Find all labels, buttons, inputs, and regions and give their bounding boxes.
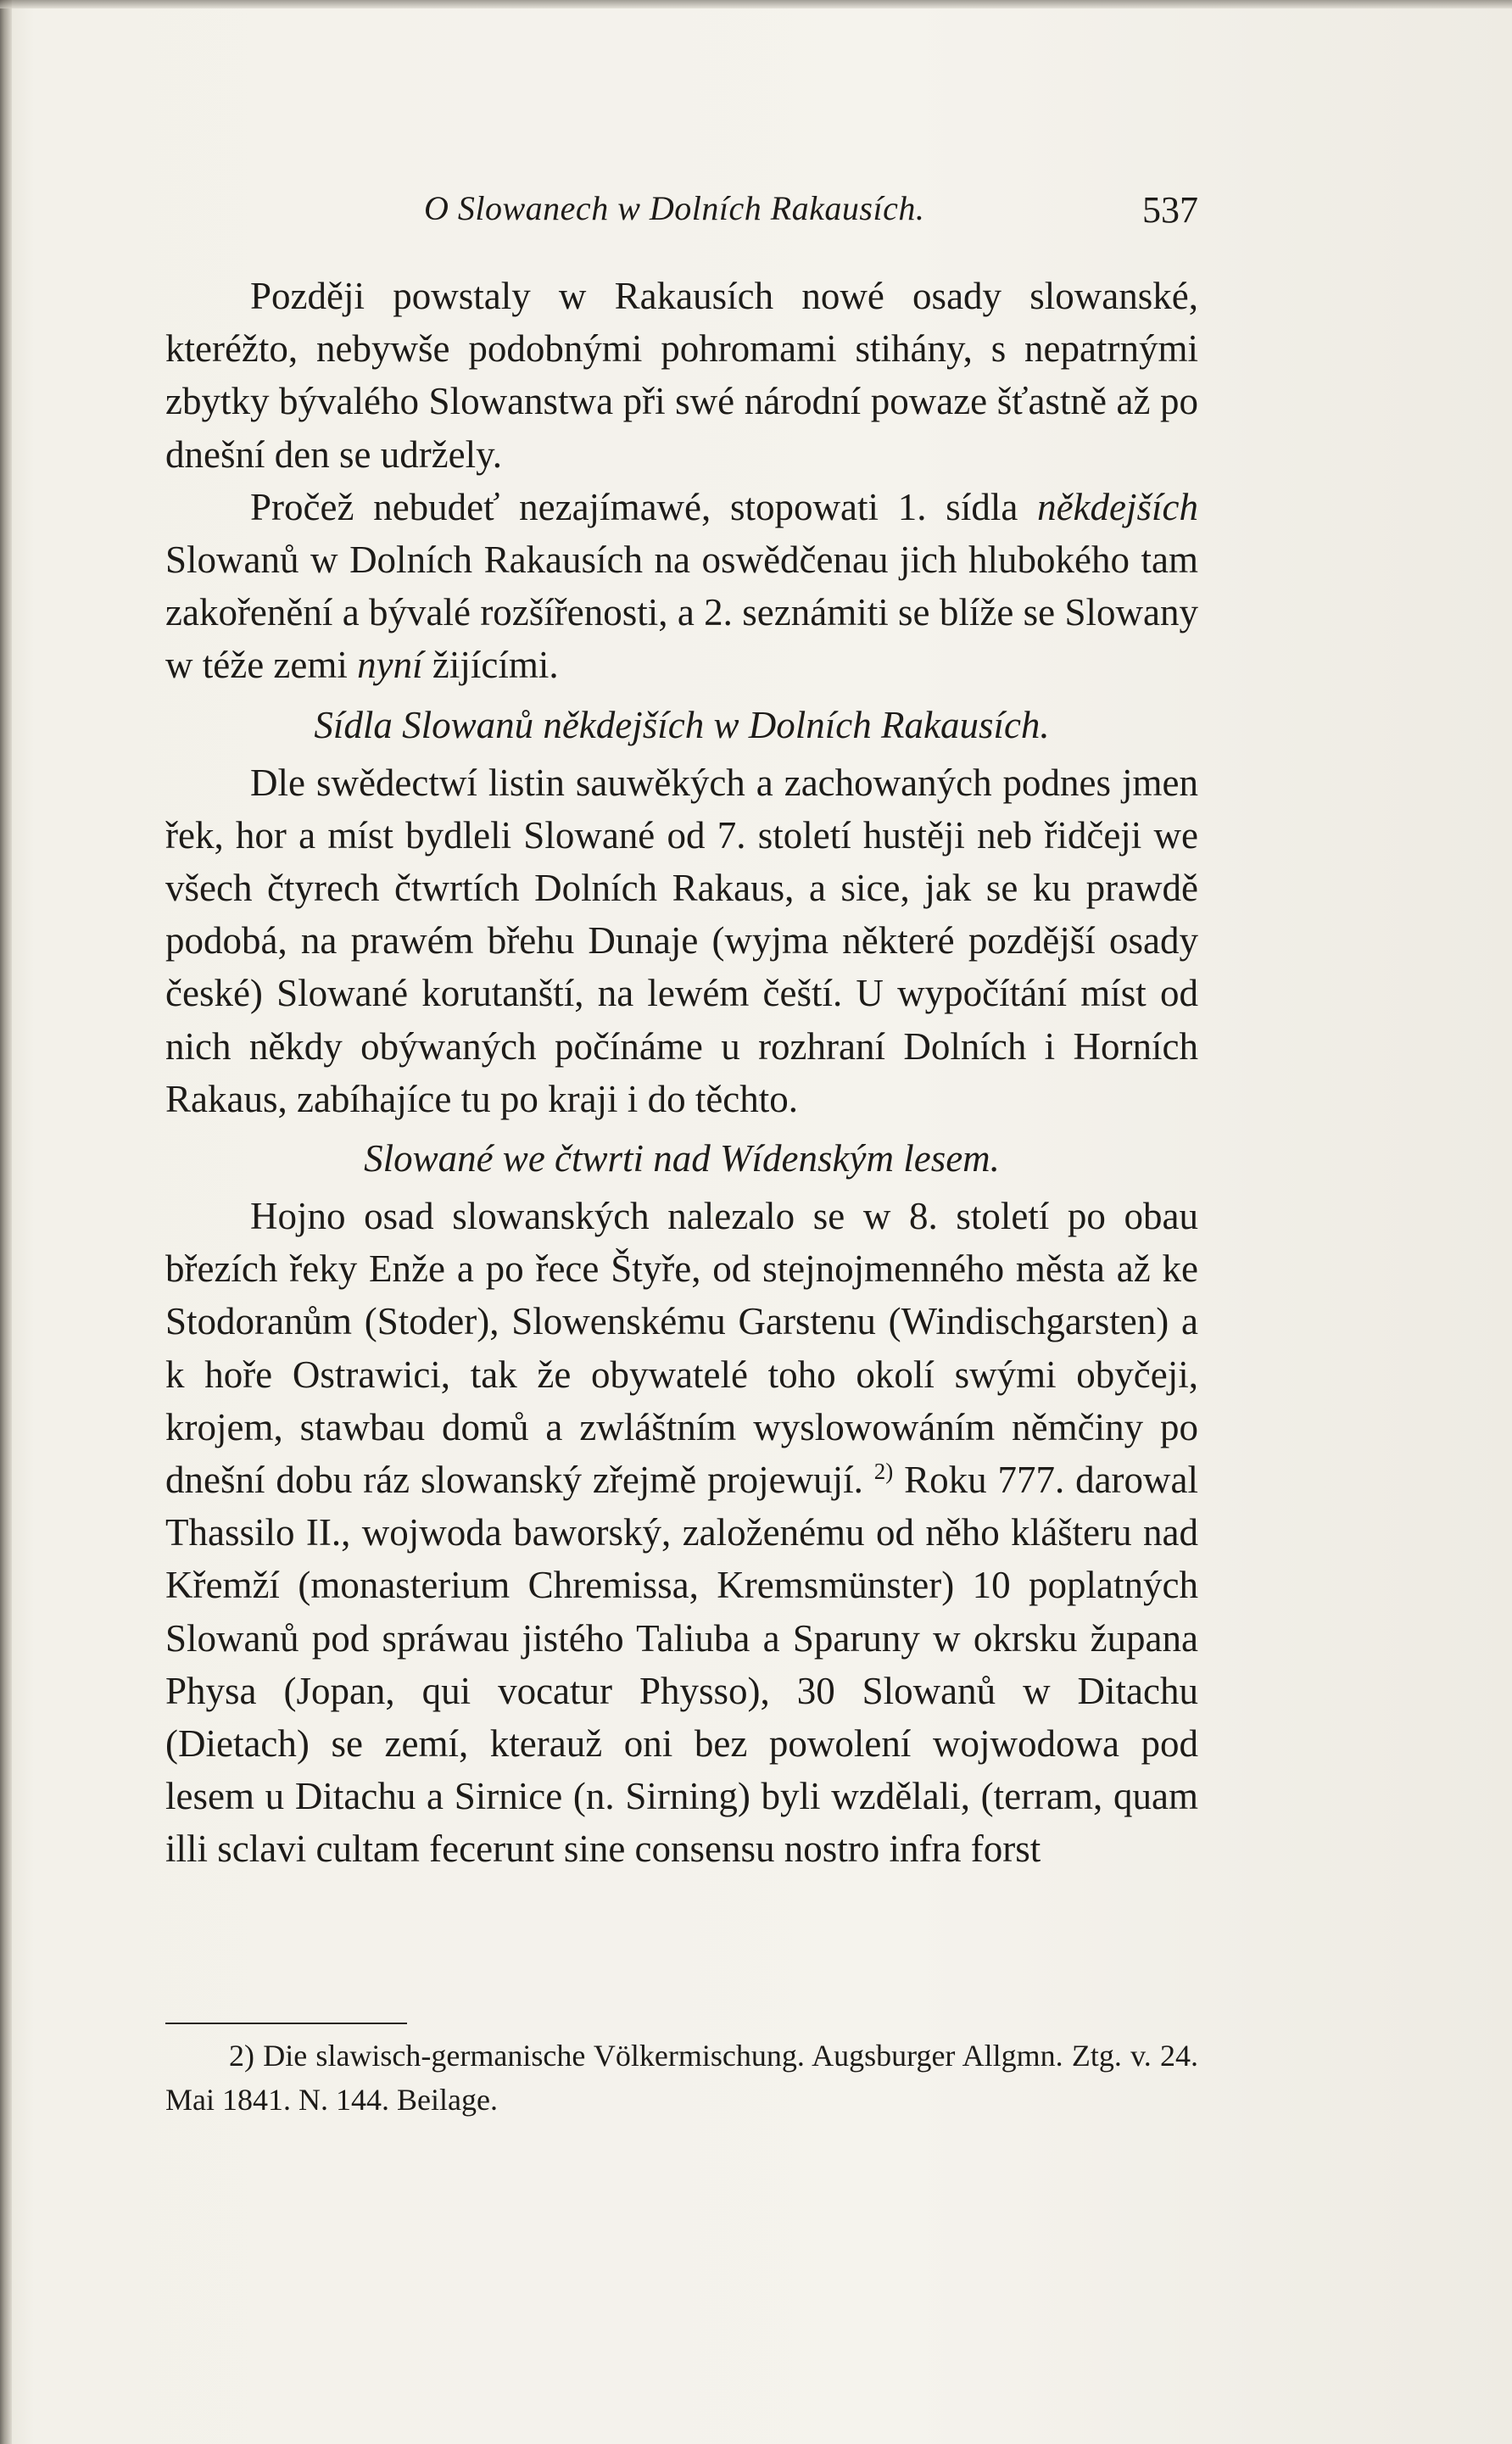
paragraph-3: Dle swědectwí listin sauwěkých a zachowaných podnes jmen řek, hor a míst bydleli Slowané od 7. století hustěji neb řidčeji we všech čtyrech čtwrtích Dolních Rakaus, a sice, jak se ku prawdě podobá, na prawém břehu Dunaje (wyjma některé pozdější osady české) Slowané korutanští, na lewém čeští. U wypočítání míst od nich někdy obýwaných počínáme u rozhraní Dolních i Horních Rakaus, zabíhajíce tu po kraji i do těchto. (165, 761, 1198, 1120)
footnote-reference: 2) (873, 1459, 894, 1485)
footnote: 2) Die slawisch-germanische Völkermischung. Augsburger Allgmn. Ztg. v. 24. Mai 1841. N. 144. Beilage. (165, 2039, 1198, 2117)
section-heading-2: Slowané we čtwrti nad Wídenským lesem. (364, 1137, 1000, 1180)
section-heading-1: Sídla Slowanů někdejších w Dolních Rakausích. (314, 703, 1050, 746)
scan-edge-top (0, 0, 1512, 8)
scan-edge-left (0, 0, 12, 2444)
page-number: 537 (1142, 189, 1198, 231)
paragraph-1: Později powstaly w Rakausích nowé osady slowanské, kteréžto, nebywše podobnými pohromami stihány, s nepatrnými zbytky bývalého Slowanstwa při swé národní powaze šťastně až po dnešní den se udržely. (165, 275, 1198, 476)
paragraph-4 (165, 1190, 1198, 1876)
paragraph-2 (165, 481, 1198, 692)
emphasis-nyni: nyní (357, 644, 423, 687)
paragraph-4-part-a: Hojno osad slowanských nalezalo se w 8. století po obau březích řeky Enže a po řece Štyře, od stejnojmenného města až ke Stodoranům (Stoder), Slowenskému Garstenu (Windischgarsten) a k hoře Ostrawici, tak že obywatelé toho okolí swými obyčeji, krojem, stawbau domů a zwláštním wyslowowáním němčiny po dnešní dobu ráz slowanský zřejmě projewují. (165, 1195, 1198, 1502)
footnote-rule (165, 2023, 407, 2024)
paragraph-2-part-b: Slowanů w Dolních Rakausích na oswědčenau jich hlubokého tam zakořenění a bývalé rozšířenosti, a 2. seznámiti se blíže se Slowany w téže zemi (165, 538, 1198, 687)
paragraph-4-part-b: Roku 777. darowal Thassilo II., wojwoda baworský, založenému od něho klášteru nad Křemží (monasterium Chremissa, Kremsmünster) 10 poplatných Slowanů pod spráwau jistého Taliuba a Sparuny w okrsku župana Physa (Jopan, qui vocatur Physso), 30 Slowanů w Ditachu (Dietach) se zemí, kterauž oni bez powolení wojwodowa pod lesem u Ditachu a Sirnice (n. Sirning) byli wzdělali, (terram, quam illi sclavi cultam fecerunt sine consensu nostro infra forst (165, 1459, 1199, 1871)
page-header (424, 188, 1198, 239)
paragraph-2-part-a: Pročež nebudeť nezajímawé, stopowati 1. sídla (250, 485, 1038, 528)
running-title: O Slowanech w Dolních Rakausích. (424, 189, 925, 227)
body-text (165, 270, 1198, 1876)
emphasis-nekdejsich: někdejších (1037, 485, 1198, 528)
paragraph-2-part-c: žijícími. (422, 644, 559, 687)
